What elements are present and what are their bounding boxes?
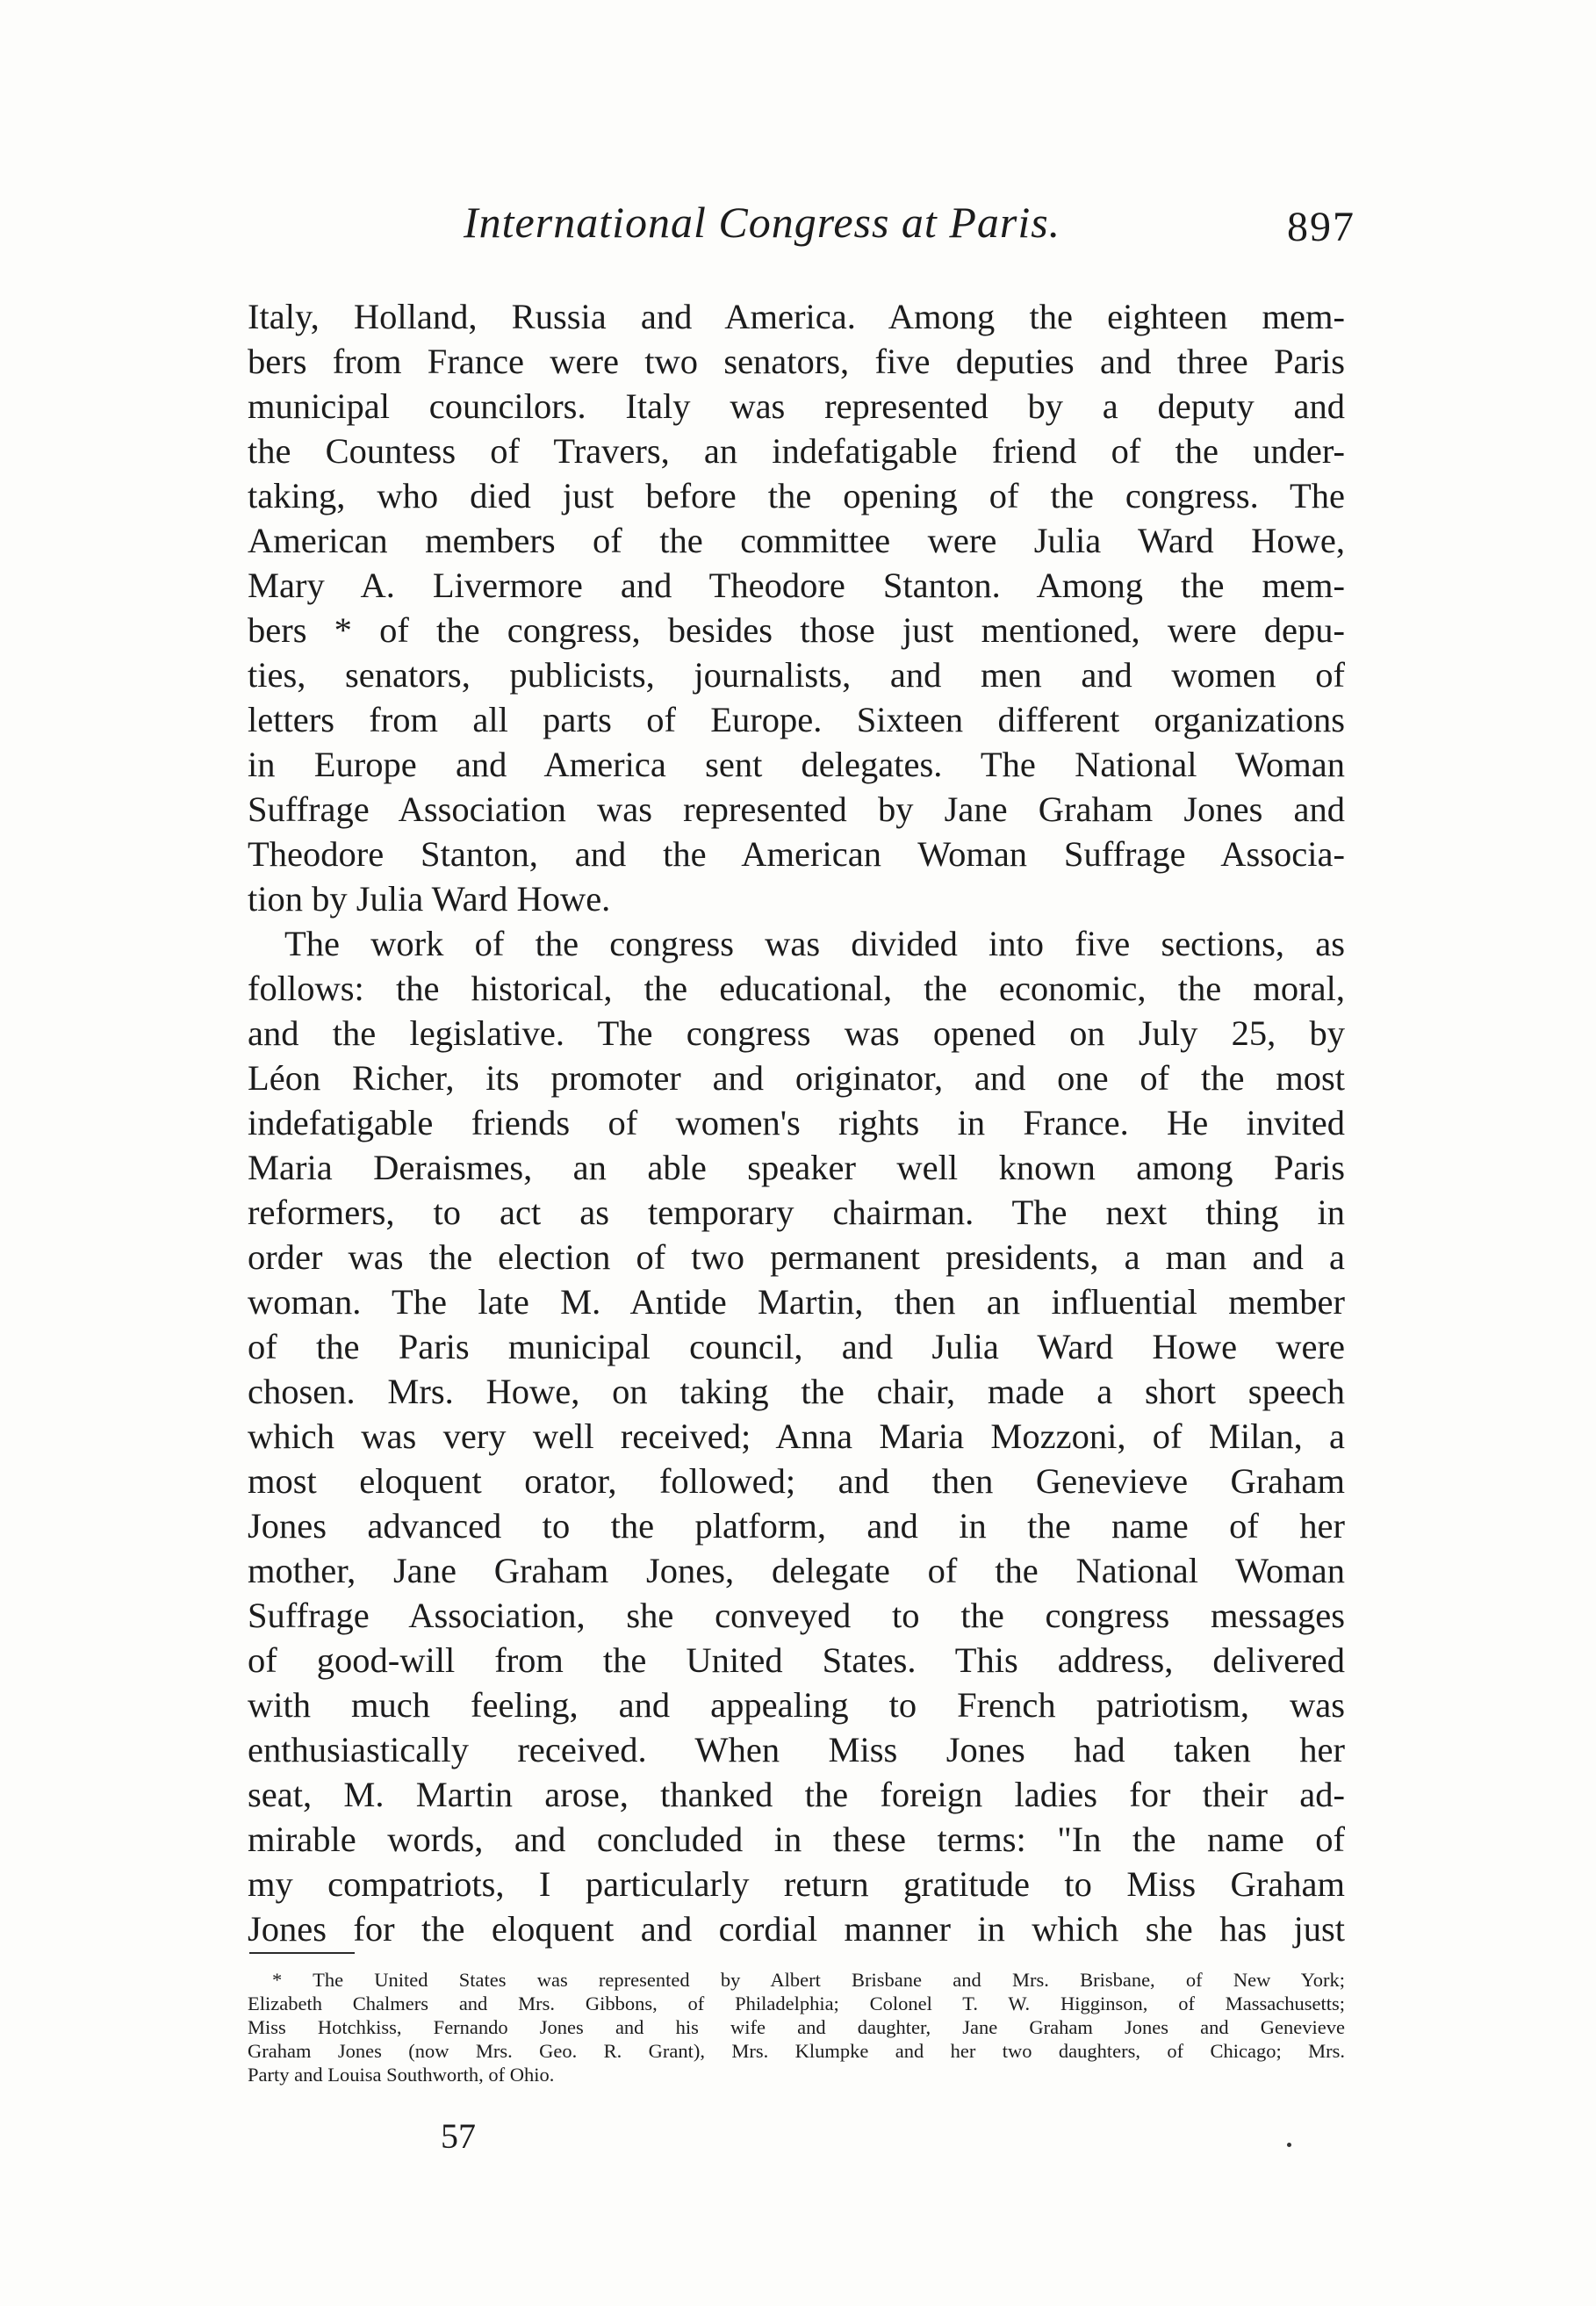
- text-line: letters from all parts of Europe. Sixteen different organizations: [248, 700, 1345, 739]
- paragraph-start-line: The work of the congress was divided into five sections, as: [284, 924, 1345, 963]
- body-text: [248, 294, 1345, 1951]
- text-line: in Europe and America sent delegates. The National Woman: [248, 745, 1345, 784]
- footnote-line: Miss Hotchkiss, Fernando Jones and his wife and daughter, Jane Graham Jones and Genevieve: [248, 2016, 1345, 2038]
- text-line: American members of the committee were Julia Ward Howe,: [248, 521, 1345, 560]
- text-line: enthusiastically received. When Miss Jones had taken her: [248, 1730, 1345, 1769]
- text-line: Theodore Stanton, and the American Woman Suffrage Associa-: [248, 834, 1345, 874]
- text-line: bers * of the congress, besides those just mentioned, were depu-: [248, 610, 1345, 650]
- footnote-line: Graham Jones (now Mrs. Geo. R. Grant), Mrs. Klumpke and her two daughters, of Chicago; Mrs.: [248, 2040, 1345, 2062]
- text-line: ties, senators, publicists, journalists, and men and women of: [248, 655, 1345, 695]
- text-line: bers from France were two senators, five deputies and three Paris: [248, 342, 1345, 381]
- text-line: chosen. Mrs. Howe, on taking the chair, made a short speech: [248, 1372, 1345, 1411]
- text-line: mother, Jane Graham Jones, delegate of the National Woman: [248, 1551, 1345, 1590]
- text-line: Léon Richer, its promoter and originator, and one of the most: [248, 1058, 1345, 1098]
- text-line: my compatriots, I particularly return gratitude to Miss Graham: [248, 1864, 1345, 1904]
- running-title: International Congress at Paris.: [464, 198, 1061, 247]
- text-line: which was very well received; Anna Maria Mozzoni, of Milan, a: [248, 1416, 1345, 1456]
- text-line: Italy, Holland, Russia and America. Among the eighteen mem-: [248, 297, 1345, 336]
- print-dot: [1287, 2143, 1291, 2147]
- text-line: follows: the historical, the educational, the economic, the moral,: [248, 969, 1345, 1008]
- footnote-line: * The United States was represented by Albert Brisbane and Mrs. Brisbane, of New York;: [272, 1969, 1345, 1991]
- text-line: Jones advanced to the platform, and in the name of her: [248, 1506, 1345, 1546]
- text-line: taking, who died just before the opening of the congress. The: [248, 476, 1345, 515]
- paragraph-end-line: tion by Julia Ward Howe.: [248, 879, 611, 919]
- footnote-line: Party and Louisa Southworth, of Ohio.: [248, 2064, 555, 2086]
- page-number: 897: [1287, 204, 1355, 250]
- text-line: with much feeling, and appealing to French patriotism, was: [248, 1685, 1345, 1725]
- running-head: [248, 191, 1355, 253]
- text-line: Jones for the eloquent and cordial manner in which she has just: [248, 1909, 1345, 1949]
- text-line: reformers, to act as temporary chairman. The next thing in: [248, 1193, 1345, 1232]
- text-line: mirable words, and concluded in these terms: "In the name of: [248, 1820, 1345, 1859]
- text-line: Maria Deraismes, an able speaker well known among Paris: [248, 1148, 1345, 1187]
- text-line: Mary A. Livermore and Theodore Stanton. Among the mem-: [248, 566, 1345, 605]
- text-line: the Countess of Travers, an indefatigable friend of the under-: [248, 431, 1345, 471]
- text-line: municipal councilors. Italy was represented by a deputy and: [248, 386, 1345, 426]
- text-line: of the Paris municipal council, and Julia Ward Howe were: [248, 1327, 1345, 1366]
- footnote-line: Elizabeth Chalmers and Mrs. Gibbons, of Philadelphia; Colonel T. W. Higginson, of Massachusetts;: [248, 1993, 1345, 2014]
- text-line: and the legislative. The congress was opened on July 25, by: [248, 1013, 1345, 1053]
- text-line: most eloquent orator, followed; and then Genevieve Graham: [248, 1461, 1345, 1501]
- text-line: Suffrage Association was represented by Jane Graham Jones and: [248, 789, 1345, 829]
- text-line: woman. The late M. Antide Martin, then an influential member: [248, 1282, 1345, 1322]
- text-line: Suffrage Association, she conveyed to the congress messages: [248, 1596, 1345, 1635]
- text-line: seat, M. Martin arose, thanked the foreign ladies for their ad-: [248, 1775, 1345, 1814]
- text-line: of good-will from the United States. This address, delivered: [248, 1640, 1345, 1680]
- text-line: order was the election of two permanent presidents, a man and a: [248, 1237, 1345, 1277]
- footnote-rule: [249, 1952, 355, 1954]
- signature-mark: 57: [441, 2116, 476, 2156]
- text-line: indefatigable friends of women's rights in France. He invited: [248, 1103, 1345, 1142]
- footnote: [248, 1968, 1345, 2086]
